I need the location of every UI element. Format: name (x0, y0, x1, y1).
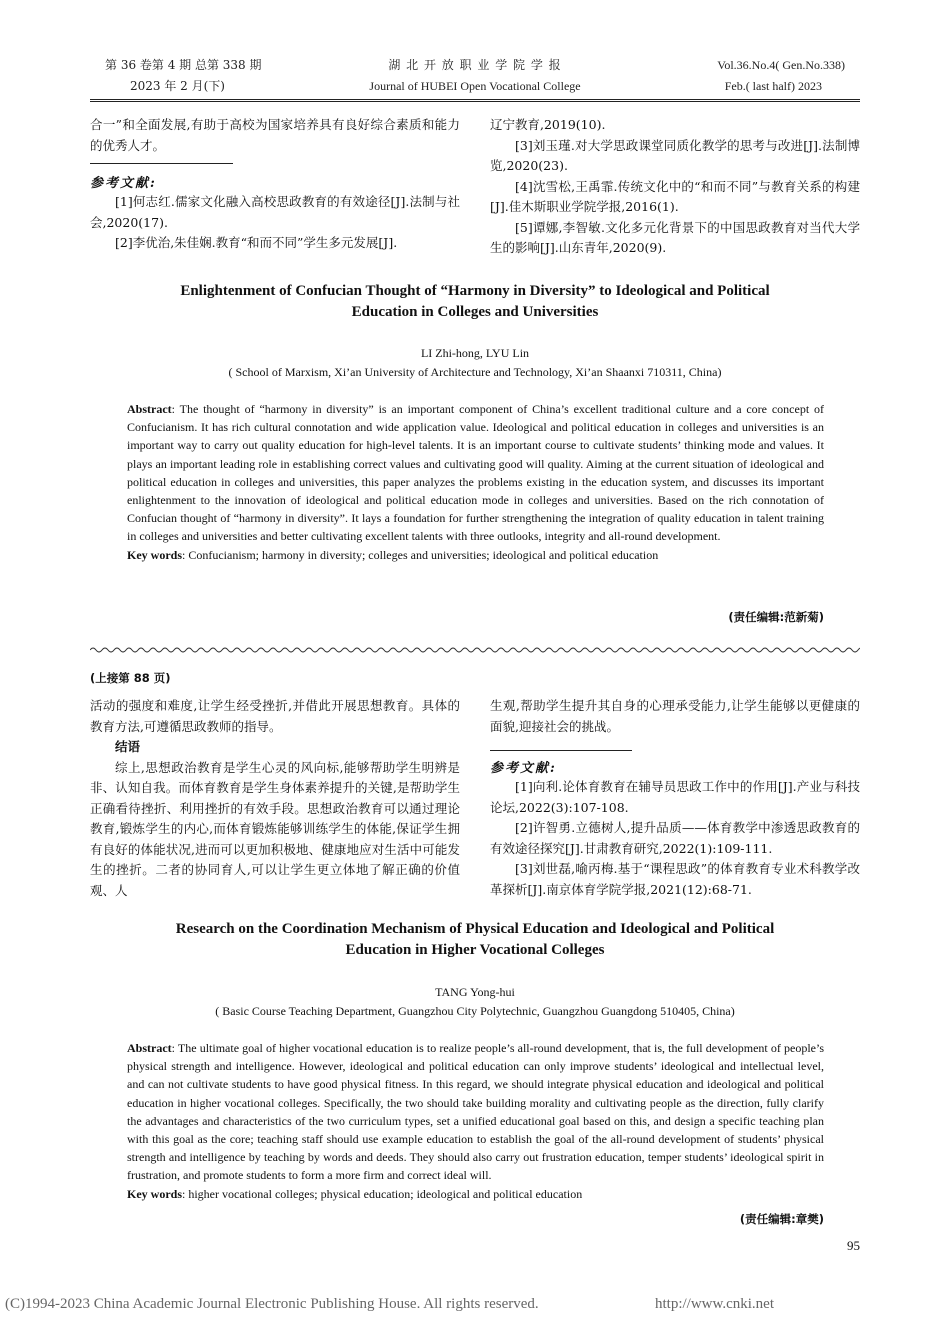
journal-issue: 第 36 卷第 4 期 总第 338 期 (105, 58, 262, 72)
copyright-notice: (C)1994-2023 China Academic Journal Electronic Publishing House. All rights reserved. (5, 1296, 539, 1312)
article1-abstract (127, 400, 824, 564)
reference-item: [4]沈雪松,王禹霏.传统文化中的“和而不同”与教育关系的构建[J].佳木斯职业学院学报,2016(1). (490, 178, 860, 214)
continued-from: (上接第 88 页) (90, 671, 171, 685)
keywords-text: : higher vocational colleges; physical education; ideological and political education (182, 1186, 583, 1201)
article2-affiliation: ( Basic Course Teaching Department, Guangzhou City Polytechnic, Guangzhou Guangdong 510405, China) (215, 1004, 735, 1018)
references-title: 参考文献: (490, 761, 557, 776)
conclusion-heading: 结语 (115, 739, 141, 754)
article2-editor: (责任编辑:章樊) (739, 1212, 824, 1226)
article2-title-line2: Education in Higher Vocational Colleges (345, 942, 605, 958)
journal-name-cn: 湖 北 开 放 职 业 学 院 学 报 (388, 58, 562, 72)
header-rule-2 (90, 101, 860, 102)
journal-name-en: Journal of HUBEI Open Vocational College (369, 79, 581, 93)
wavy-separator (90, 645, 860, 655)
reference-item: [2]李优治,朱佳娴.教育“和而不同”学生多元发展[J]. (115, 235, 398, 250)
abstract-text: : The thought of “harmony in diversity” is an important component of China’s excellent traditional culture and a core concept of Confucianism. It has rich cultural connotation and wide application value. Ideological and political education in colleges and universities is an important way to carry out quality education for high-level talents. It is an important course to cultivate students’ thinking mode and values. It plays an important leading role in establishing correct values and cultivating good will quality. Aiming at the current situation of ideological and political education in colleges and universities, this paper analyzes the problems existing in the education system, and discusses its important enlightenment to the innovation of ideological and political education mode in colleges and universities. Based on the rich connotation of Confucian thought of “harmony in diversity”. It lays a foundation for further strengthening the integration of quality education in talent training in colleges and universities and better cultivating excellent talents with three outlooks, integrity and all-round development. (127, 402, 824, 544)
reference-item: 辽宁教育,2019(10). (490, 117, 606, 132)
cnki-link[interactable]: http://www.cnki.net (655, 1296, 775, 1312)
article2-title (90, 919, 860, 961)
article1-editor: (责任编辑:范新菊) (728, 610, 824, 624)
mid-left-column (90, 696, 460, 901)
keywords-text: : Confucianism; harmony in diversity; colleges and universities; ideological and political education (182, 547, 659, 562)
mid-right-column (490, 696, 860, 737)
keywords-label: Key words (127, 1186, 182, 1201)
article2-title-line1: Research on the Coordination Mechanism of Physical Education and Ideological and Political (175, 921, 775, 937)
article1-title-line1: Enlightenment of Confucian Thought of “Harmony in Diversity” to Ideological and Political (180, 283, 770, 299)
top-left-references (90, 192, 460, 254)
article1-title (90, 281, 860, 323)
top-left-column (90, 115, 460, 156)
article1-affiliation: ( School of Marxism, Xi’an University of Architecture and Technology, Xi’an Shaanxi 710311, China) (228, 365, 722, 379)
page-number: 95 (847, 1238, 860, 1253)
paragraph: 生观,帮助学生提升其自身的心理承受能力,让学生能够以更健康的面貌,迎接社会的挑战。 (490, 698, 860, 734)
journal-volume: Vol.36.No.4( Gen.No.338) (717, 58, 845, 72)
journal-date: 2023 年 2 月(下) (130, 79, 225, 93)
mid-right-references (490, 777, 860, 900)
reference-item: [1]向利.论体育教育在辅导员思政工作中的作用[J].产业与科技论坛,2022(3):107-108. (490, 779, 860, 815)
reference-item: [1]何志红.儒家文化融入高校思政教育的有效途径[J].法制与社会,2020(17). (90, 194, 460, 230)
article1-title-line2: Education in Colleges and Universities (351, 304, 599, 320)
footnote-rule (90, 163, 233, 164)
article2-authors: TANG Yong-hui (435, 985, 515, 999)
abstract-label: Abstract (127, 402, 172, 416)
reference-item: [3]刘世磊,喻丙梅.基于“课程思政”的体育教育专业术科教学改革探析[J].南京体育学院学报,2021(12):68-71. (490, 861, 860, 897)
reference-item: [5]谭娜,李智敏.文化多元化背景下的中国思政教育对当代大学生的影响[J].山东青年,2020(9). (490, 219, 860, 255)
footnote-rule (490, 750, 632, 751)
keywords-label: Key words (127, 547, 182, 562)
header-rule (90, 99, 860, 100)
top-left-body: 合一”和全面发展,有助于高校为国家培养具有良好综合素质和能力的优秀人才。 (90, 117, 460, 153)
paragraph: 综上,思想政治教育是学生心灵的风向标,能够帮助学生明辨是非、认知自我。而体育教育是学生身体素养提升的关键,是帮助学生正确看待挫折、利用挫折的有效手段。思想政治教育可以通过理论教育,锻炼学生的内心,而体育锻炼能够训练学生的体能,保证学生拥有良好的体能状况,进而可以更加积极地、健康地应对生活中可能发生的挫折。二者的协同育人,可以让学生更立体地了解正确的价值观、人 (90, 759, 460, 898)
abstract-text: : The ultimate goal of higher vocational education is to realize people’s all-round development, that is, the full development of people’s physical strength and intelligence. However, ideological and political education can only improve students’ ideological and intellectual level, and can not cultivate students to have good physical fitness. In this regard, we should integrate physical education and ideological and political education in higher vocational colleges. Specifically, the two should take building morality and cultivating people as the direction, fully clarify the advantages and characteristics of the two curriculum types, set a unified educational goal based on this, and design a specific teaching plan with this goal as the core; teaching staff should use example education to establish the goal of the all-round development of students’ physical strength and intelligence by teaching by words and deeds. They should also carry out frustration education, temper students’ ideological spirit in frustration, and promote students to form a more firm and correct ideal will. (127, 1041, 824, 1183)
paragraph: 活动的强度和难度,让学生经受挫折,并借此开展思想教育。具体的教育方法,可遵循思政教师的指导。 (90, 698, 460, 734)
reference-item: [2]许智勇.立德树人,提升品质——体育教学中渗透思政教育的有效途径探究[J].甘肃教育研究,2022(1):109-111. (490, 820, 860, 856)
article1-authors: LI Zhi-hong, LYU Lin (420, 346, 530, 360)
references-title: 参考文献: (90, 176, 157, 191)
reference-item: [3]刘玉瑾.对大学思政课堂同质化教学的思考与改进[J].法制博览,2020(23). (490, 137, 860, 173)
journal-period: Feb.( last half) 2023 (724, 79, 822, 93)
top-right-references (490, 115, 860, 259)
abstract-label: Abstract (127, 1041, 172, 1055)
article2-abstract (127, 1039, 824, 1203)
